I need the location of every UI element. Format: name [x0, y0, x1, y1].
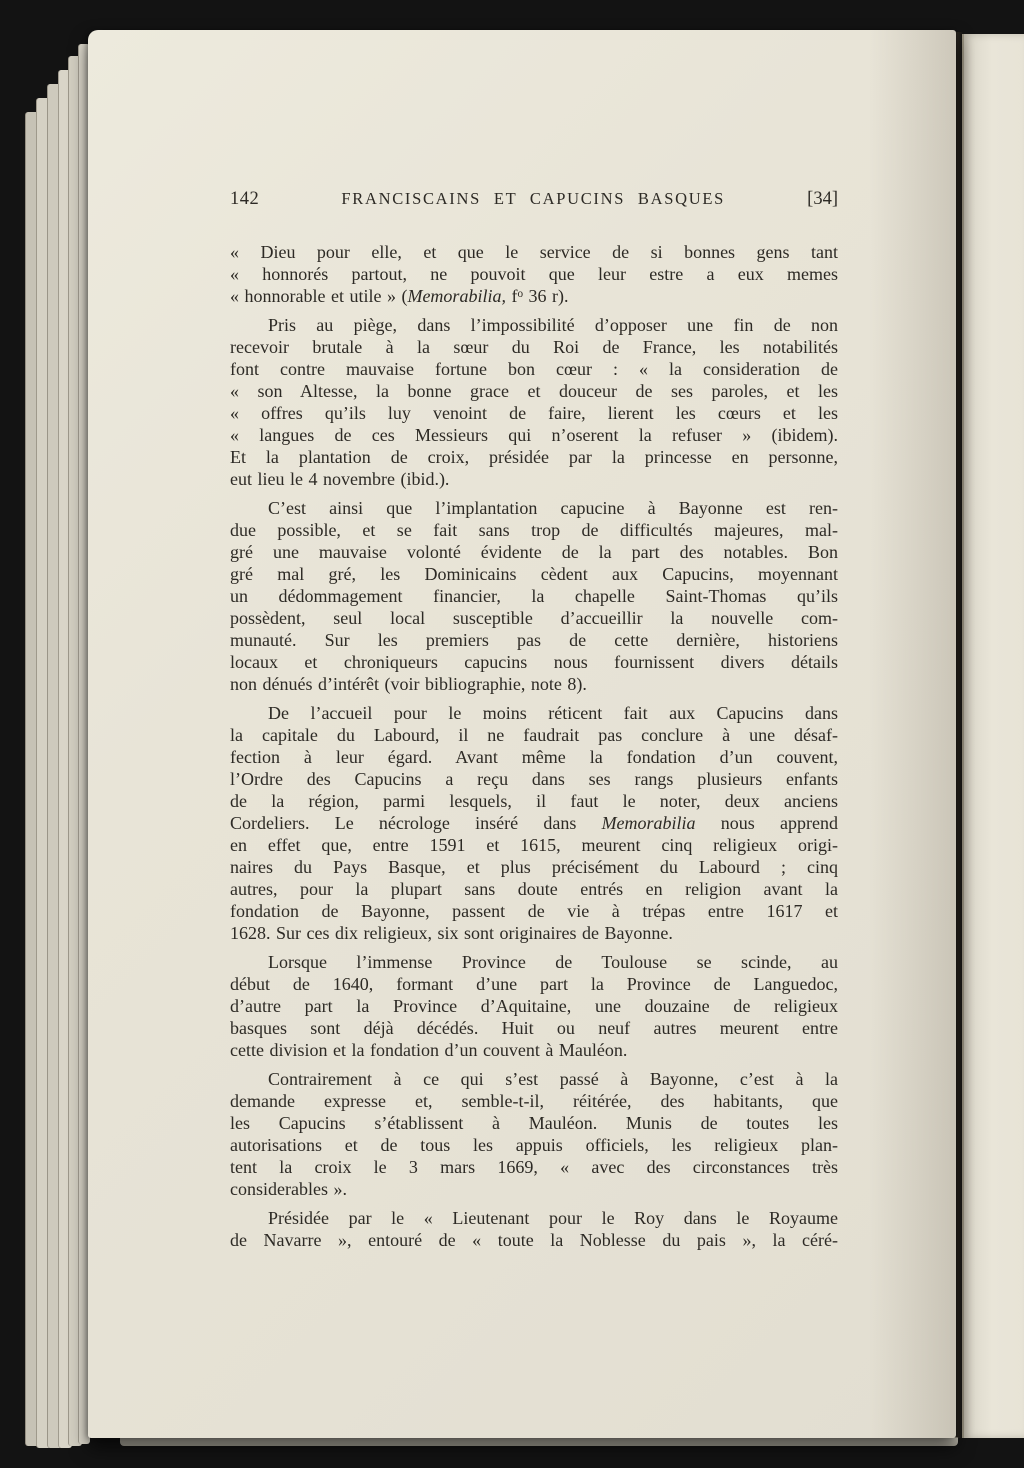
book-right-page-sliver [962, 34, 1024, 1438]
paragraph [230, 1207, 838, 1251]
text-line: « honnorés partout, ne pouvoit que leur estre a eux memes [230, 264, 838, 284]
text-line: font contre mauvaise fortune bon cœur : « la consideration de [230, 359, 838, 379]
text-line: basques sont déjà décédés. Huit ou neuf autres meurent entre [230, 1018, 838, 1038]
page-header [230, 188, 838, 210]
paragraph [230, 1068, 838, 1200]
text-line: Pris au piège, dans l’impossibilité d’opposer une fin de non [268, 315, 838, 335]
text-line: 1628. Sur ces dix religieux, six sont originaires de Bayonne. [230, 923, 673, 943]
paragraph [230, 241, 838, 307]
text-line: autres, pour la plupart sans doute entrés en religion avant la [230, 879, 838, 899]
text-line: naires du Pays Basque, et plus précisément du Labourd ; cinq [230, 857, 838, 877]
running-title: FRANCISCAINS ET CAPUCINS BASQUES [341, 189, 726, 208]
text-line: Cordeliers. Le nécrologe inséré dans Memorabilia nous apprend [230, 813, 838, 833]
text-line: de Navarre », entouré de « toute la Noblesse du pais », la céré- [230, 1230, 838, 1250]
text-line: « son Altesse, la bonne grace et douceur de ses paroles, et les [230, 381, 838, 401]
text-line: un dédommagement financier, la chapelle Saint-Thomas qu’ils [230, 586, 838, 606]
text-line: Contrairement à ce qui s’est passé à Bayonne, c’est à la [268, 1069, 838, 1089]
text-line: en effet que, entre 1591 et 1615, meurent cinq religieux origi- [230, 835, 838, 855]
text-line: gré une mauvaise volonté évidente de la part des notables. Bon [230, 542, 838, 562]
text-line: fondation de Bayonne, passent de vie à trépas entre 1617 et [230, 901, 838, 921]
text-line: Présidée par le « Lieutenant pour le Roy dans le Royaume [268, 1208, 838, 1228]
text-line: début de 1640, formant d’une part la Province de Languedoc, [230, 974, 838, 994]
book-left-page [88, 30, 956, 1438]
text-line: Et la plantation de croix, présidée par la princesse en personne, [230, 447, 838, 467]
text-line: tent la croix le 3 mars 1669, « avec des circonstances très [230, 1157, 838, 1177]
text-line: cette division et la fondation d’un couvent à Mauléon. [230, 1040, 628, 1060]
paragraph [230, 497, 838, 695]
text-line: les Capucins s’établissent à Mauléon. Munis de toutes les [230, 1113, 838, 1133]
body-text [230, 241, 838, 1251]
text-line: d’autre part la Province d’Aquitaine, une douzaine de religieux [230, 996, 838, 1016]
page-bottom-edge [120, 1437, 958, 1446]
text-line: non dénués d’intérêt (voir bibliographie, note 8). [230, 674, 587, 694]
text-line: recevoir brutale à la sœur du Roi de France, les notabilités [230, 337, 838, 357]
text-line: due possible, et se fait sans trop de difficultés majeures, mal- [230, 520, 838, 540]
page-content [230, 188, 838, 1251]
paragraph [230, 702, 838, 944]
text-line: autorisations et de tous les appuis officiels, les religieux plan- [230, 1135, 838, 1155]
text-line: locaux et chroniqueurs capucins nous fournissent divers détails [230, 652, 838, 672]
text-line: C’est ainsi que l’implantation capucine à Bayonne est ren- [268, 498, 838, 518]
text-line: possèdent, seul local susceptible d’accueillir la nouvelle com- [230, 608, 838, 628]
text-line: « Dieu pour elle, et que le service de si bonnes gens tant [230, 242, 838, 262]
text-line: eut lieu le 4 novembre (ibid.). [230, 469, 450, 489]
text-line: gré mal gré, les Dominicains cèdent aux Capucins, moyennant [230, 564, 838, 584]
text-line: De l’accueil pour le moins réticent fait aux Capucins dans [268, 703, 838, 723]
text-line: la capitale du Labourd, il ne faudrait pas conclure à une désaf- [230, 725, 838, 745]
page-number: 142 [230, 189, 260, 209]
text-line: « langues de ces Messieurs qui n’oserent la refuser » (ibidem). [230, 425, 838, 445]
margin-reference: [34] [807, 189, 838, 209]
text-line: munauté. Sur les premiers pas de cette dernière, historiens [230, 630, 838, 650]
paragraph [230, 951, 838, 1061]
paragraph [230, 314, 838, 490]
text-line: de la région, parmi lesquels, il faut le noter, deux anciens [230, 791, 838, 811]
text-line: « honnorable et utile » (Memorabilia, $f^o$ 36 r). [230, 286, 569, 306]
text-line: demande expresse et, semble-t-il, réitérée, des habitants, que [230, 1091, 838, 1111]
text-line: considerables ». [230, 1179, 347, 1199]
text-line: « offres qu’ils luy venoint de faire, lierent les cœurs et les [230, 403, 838, 423]
text-line: fection à leur égard. Avant même la fondation d’un couvent, [230, 747, 838, 767]
text-line: l’Ordre des Capucins a reçu dans ses rangs plusieurs enfants [230, 769, 838, 789]
text-line: Lorsque l’immense Province de Toulouse se scinde, au [268, 952, 838, 972]
